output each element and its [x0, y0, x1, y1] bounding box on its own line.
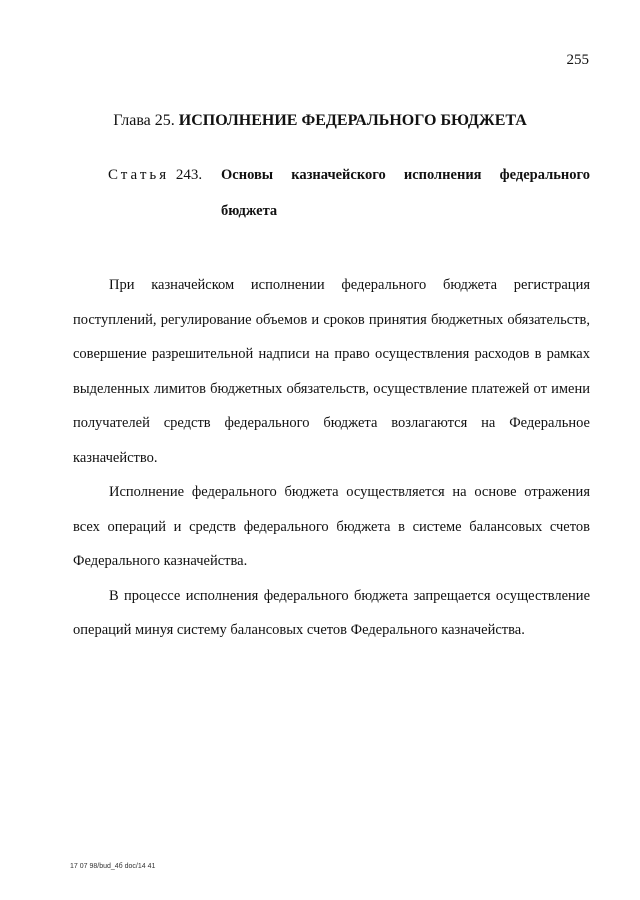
- footer-file-reference: 17 07 98/bud_4б doc/14 41: [70, 863, 156, 870]
- body-paragraph: В процессе исполнения федерального бюджета запрещается осуществление операций минуя систему балансовых счетов Федерального казначейства.: [73, 587, 590, 638]
- chapter-heading: [0, 112, 640, 130]
- body-paragraph: При казначейском исполнении федерального бюджета регистрация поступлений, регулирование объемов и сроков принятия бюджетных обязательств, совершение разрешительной надписи на право осуществления расходов в рамках выделенных лимитов бюджетных обязательств, осуществление платежей от имени получателей средств федерального бюджета возлагаются на Федеральное казначейство.: [73, 277, 590, 466]
- chapter-label: Глава 25.: [113, 112, 175, 129]
- body-paragraph: Исполнение федерального бюджета осуществляется на основе отражения всех операций и средств федерального бюджета в системе балансовых счетов Федерального казначейства.: [73, 484, 590, 569]
- chapter-title: ИСПОЛНЕНИЕ ФЕДЕРАЛЬНОГО БЮДЖЕТА: [178, 112, 527, 129]
- article-body: [73, 268, 590, 648]
- article-title-line-1: Основы казначейского исполнения федерального: [221, 167, 590, 183]
- page-number: 255: [566, 52, 589, 68]
- article-title-line-2: бюджета: [221, 203, 278, 219]
- article-heading-label: [108, 167, 202, 184]
- article-number: 243.: [175, 167, 203, 183]
- article-label: Статья: [108, 167, 170, 183]
